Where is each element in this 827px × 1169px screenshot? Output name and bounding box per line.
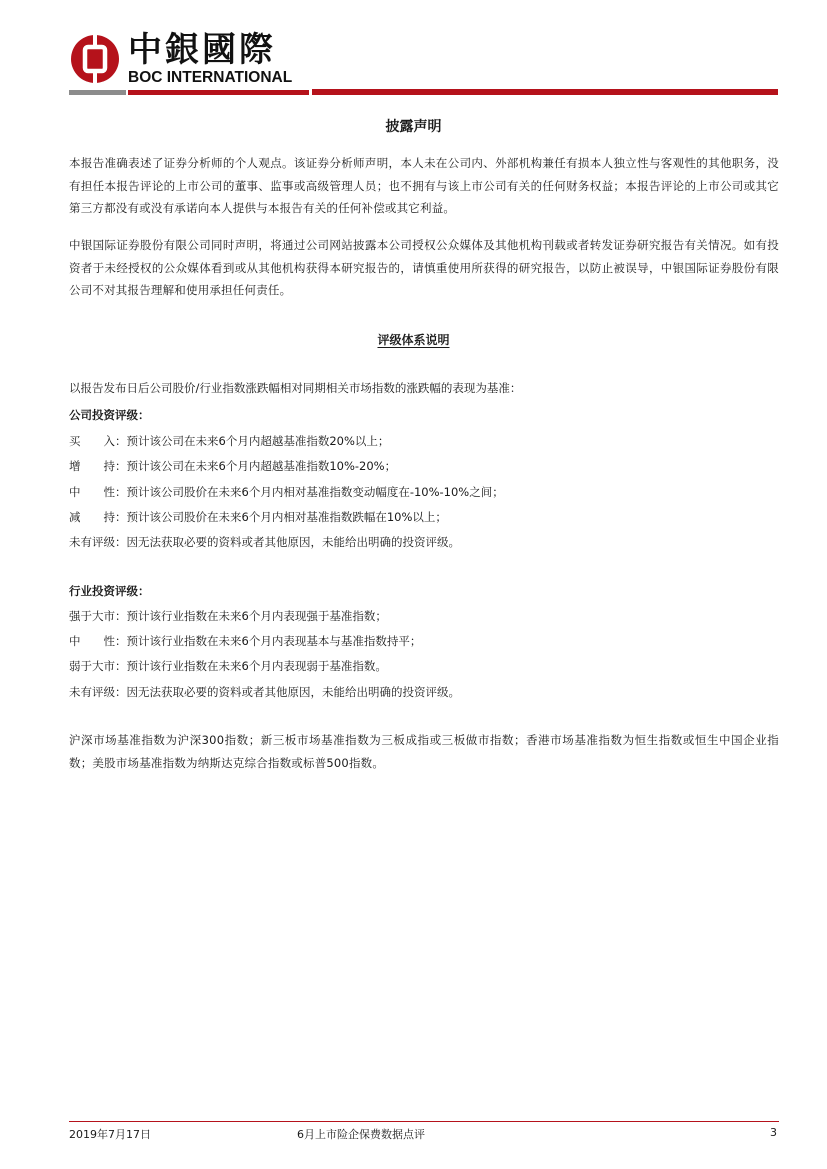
- header-rule-grey: [69, 90, 126, 95]
- company-rating-neutral: [69, 483, 504, 501]
- company-rating-underweight: [69, 508, 447, 526]
- rating-text: ：预计该公司在未来6个月内超越基准指数10%-20%；: [115, 459, 397, 473]
- rating-label: 买 入: [69, 434, 115, 448]
- disclosure-title: 披露声明: [385, 119, 442, 135]
- rating-label: 中 性: [69, 634, 115, 648]
- rating-label: 增 持: [69, 459, 115, 473]
- rating-label: 减 持: [69, 510, 115, 524]
- rating-text: ：因无法获取必要的资料或者其他原因，未能给出明确的投资评级。: [115, 535, 460, 549]
- industry-rating-heading: 行业投资评级：: [69, 584, 150, 598]
- rating-intro: 以报告发布日后公司股价/行业指数涨跌幅相对同期相关市场指数的涨跌幅的表现为基准：: [69, 381, 522, 395]
- footer-rule: [69, 1121, 779, 1122]
- rating-text: ：预计该行业指数在未来6个月内表现基本与基准指数持平；: [115, 634, 422, 648]
- rating-label: 弱于大市: [69, 659, 115, 673]
- disclosure-paragraph-1: 本报告准确表述了证券分析师的个人观点。该证券分析师声明，本人未在公司内、外部机构兼任有损本人独立性与客观性的其他职务，没有担任本报告评论的上市公司的董事、监事或高级管理人员；也不拥有与该上市公司有关的任何财务权益；本报告评论的上市公司或其它第三方都没有或没有承诺向本人提供与本报告有关的任何补偿或其它利益。: [69, 156, 779, 215]
- company-rating-not-rated: [69, 533, 460, 551]
- page-number: 3: [770, 1126, 777, 1139]
- industry-rating-neutral: [69, 632, 421, 650]
- industry-rating-outperform: [69, 607, 387, 625]
- footer-report-title: 6月上市险企保费数据点评: [297, 1128, 425, 1141]
- header-rule-red-long: [312, 89, 778, 95]
- industry-rating-not-rated: [69, 683, 460, 701]
- benchmark-note: 沪深市场基准指数为沪深300指数；新三板市场基准指数为三板成指或三板做市指数；香港市场基准指数为恒生指数或恒生中国企业指数；美股市场基准指数为纳斯达克综合指数或标普500指数。: [69, 733, 779, 770]
- disclosure-paragraph-2: 中银国际证券股份有限公司同时声明，将通过公司网站披露本公司授权公众媒体及其他机构刊载或者转发证券研究报告有关情况。如有投资者于未经授权的公众媒体看到或从其他机构获得本研究报告的，请慎重使用所获得的研究报告，以防止被误导，中银国际证券股份有限公司不对其报告理解和使用承担任何责任。: [69, 238, 779, 297]
- industry-rating-underperform: [69, 657, 387, 675]
- company-rating-overweight: [69, 457, 396, 475]
- brand-name-chinese: 中銀國際: [128, 30, 276, 70]
- rating-text: ：预计该公司在未来6个月内超越基准指数20%以上；: [115, 434, 390, 448]
- rating-label: 未有评级: [69, 535, 115, 549]
- rating-text: ：预计该行业指数在未来6个月内表现强于基准指数；: [115, 609, 387, 623]
- rating-text: ：因无法获取必要的资料或者其他原因，未能给出明确的投资评级。: [115, 685, 460, 699]
- footer-date: 2019年7月17日: [69, 1128, 151, 1141]
- company-rating-buy: [69, 432, 389, 450]
- boc-logo-icon: [70, 34, 120, 84]
- brand-name-english: BOC INTERNATIONAL: [128, 69, 293, 86]
- rating-label: 未有评级: [69, 685, 115, 699]
- rating-label: 中 性: [69, 485, 115, 499]
- company-rating-heading: 公司投资评级：: [69, 408, 150, 422]
- rating-label: 强于大市: [69, 609, 115, 623]
- rating-text: ：预计该公司股价在未来6个月内相对基准指数跌幅在10%以上；: [115, 510, 447, 524]
- rating-text: ：预计该公司股价在未来6个月内相对基准指数变动幅度在-10%-10%之间；: [115, 485, 504, 499]
- rating-system-title: 评级体系说明: [377, 333, 450, 347]
- header-rule-red: [128, 90, 309, 95]
- rating-text: ：预计该行业指数在未来6个月内表现弱于基准指数。: [115, 659, 387, 673]
